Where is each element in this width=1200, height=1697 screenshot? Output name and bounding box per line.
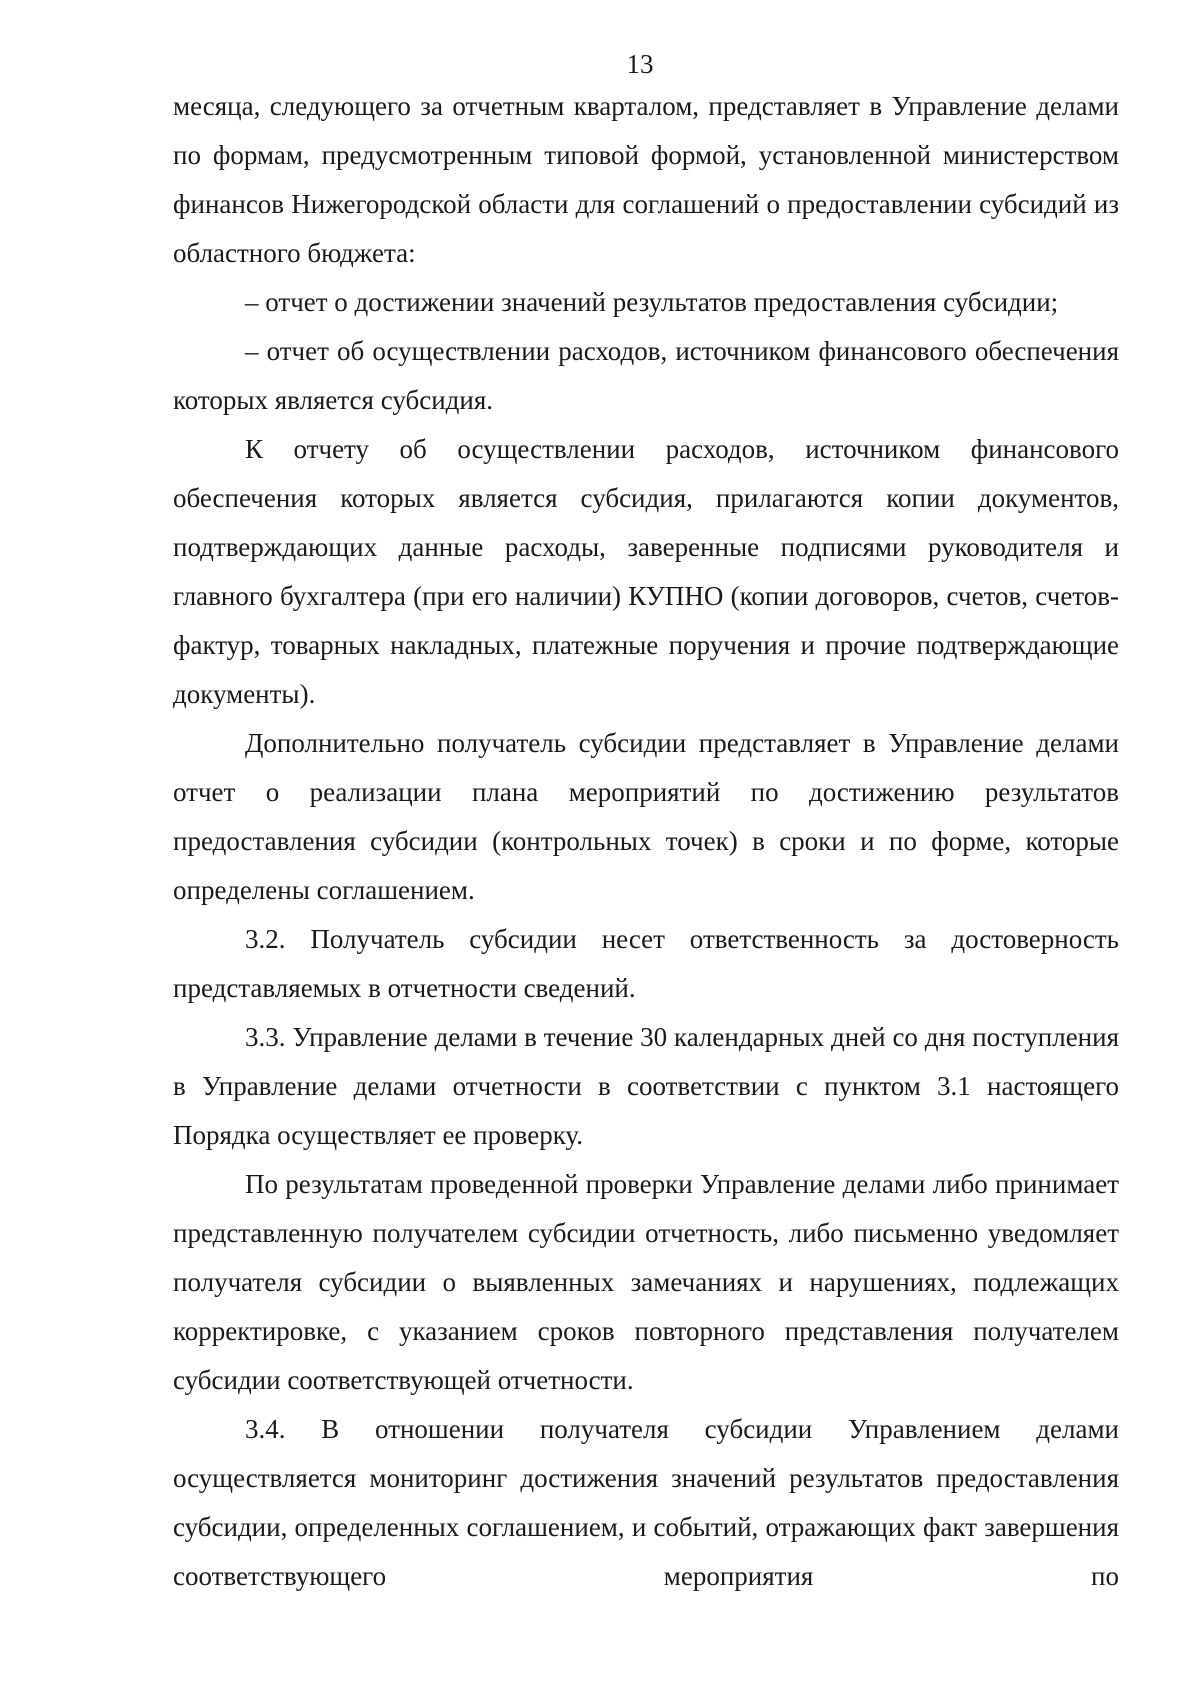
paragraph-report-list-item-2: – отчет об осуществлении расходов, источником финансового обеспечения которых является субсидия.	[173, 336, 1119, 415]
document-body	[173, 82, 1119, 1601]
paragraph-verification-results: По результатам проведенной проверки Управление делами либо принимает представленную получателем субсидии отчетность, либо письменно уведомляет получателя субсидии о выявленных замечаниях и нарушениях, подлежащих корректировке, с указанием сроков повторного представления получателем субсидии соответствующей отчетности.	[173, 1169, 1119, 1395]
paragraph-clause-3-4: 3.4. В отношении получателя субсидии Управлением делами осуществляется мониторинг достижения значений результатов предоставления субсидии, определенных соглашением, и событий, отражающих факт завершения соответствующего мероприятия по	[173, 1414, 1119, 1591]
paragraph-report-list-item-1: – отчет о достижении значений результатов предоставления субсидии;	[245, 287, 1059, 317]
page-number: 13	[626, 49, 654, 79]
paragraph-clause-3-2: 3.2. Получатель субсидии несет ответственность за достоверность представляемых в отчетности сведений.	[173, 924, 1119, 1003]
paragraph-additional-report: Дополнительно получатель субсидии представляет в Управление делами отчет о реализации плана мероприятий по достижению результатов предоставления субсидии (контрольных точек) в сроки и по форме, которые определены соглашением.	[173, 728, 1119, 905]
paragraph-attachments: К отчету об осуществлении расходов, источником финансового обеспечения которых является субсидия, прилагаются копии документов, подтверждающих данные расходы, заверенные подписями руководителя и главного бухгалтера (при его наличии) КУПНО (копии договоров, счетов, счетов-фактур, товарных накладных, платежные поручения и прочие подтверждающие документы).	[173, 434, 1119, 709]
paragraph-clause-3-3: 3.3. Управление делами в течение 30 календарных дней со дня поступления в Управление делами отчетности в соответствии с пунктом 3.1 настоящего Порядка осуществляет ее проверку.	[173, 1022, 1119, 1150]
paragraph-continuation: месяца, следующего за отчетным кварталом, представляет в Управление делами по формам, предусмотренным типовой формой, установленной министерством финансов Нижегородской области для соглашений о предоставлении субсидий из областного бюджета:	[173, 91, 1119, 268]
